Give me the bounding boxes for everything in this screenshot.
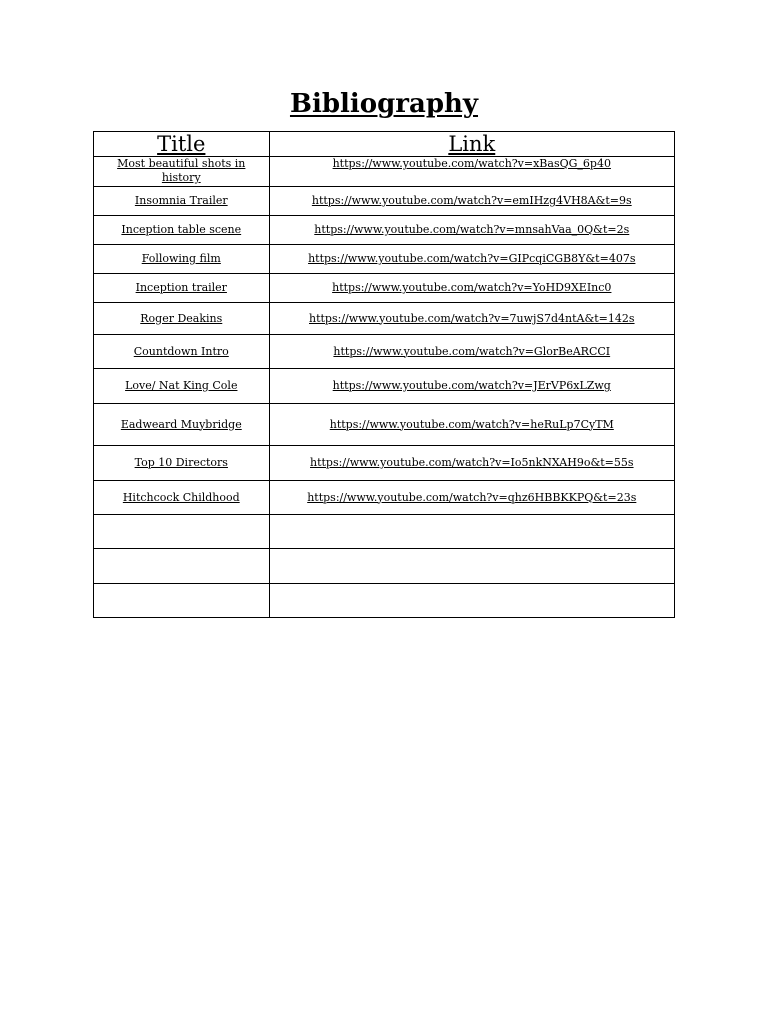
link-cell: [269, 515, 674, 549]
title-text: Inception table scene: [121, 223, 242, 236]
link-cell[interactable]: [269, 187, 674, 216]
title-text: Inception trailer: [135, 281, 227, 294]
table-row: [94, 303, 675, 335]
title-cell: [94, 187, 270, 216]
table-row: [94, 274, 675, 303]
link-text[interactable]: https://www.youtube.com/watch?v=YoHD9XEInc0: [332, 281, 612, 294]
table-row: [94, 369, 675, 404]
link-cell[interactable]: [269, 245, 674, 274]
table-row: [94, 245, 675, 274]
table-row: [94, 515, 675, 549]
title-cell: [94, 157, 270, 187]
table-row: [94, 446, 675, 481]
link-cell[interactable]: [269, 446, 674, 481]
bibliography-table: [93, 131, 675, 618]
title-cell: [94, 584, 270, 618]
title-text: Insomnia Trailer: [134, 194, 228, 207]
link-cell[interactable]: [269, 481, 674, 515]
link-text[interactable]: https://www.youtube.com/watch?v=mnsahVaa_0Q&t=2s: [314, 223, 630, 236]
link-column-header: Link: [269, 132, 674, 157]
link-text[interactable]: https://www.youtube.com/watch?v=heRuLp7CyTM: [329, 417, 614, 431]
table-row: [94, 335, 675, 369]
title-cell: [94, 369, 270, 404]
title-cell: [94, 335, 270, 369]
table-row: [94, 584, 675, 618]
link-cell[interactable]: [269, 303, 674, 335]
title-cell: [94, 549, 270, 584]
link-text[interactable]: https://www.youtube.com/watch?v=JErVP6xLZwg: [332, 379, 611, 392]
table-row: [94, 549, 675, 584]
table-row: [94, 157, 675, 187]
link-cell: [269, 549, 674, 584]
link-text[interactable]: https://www.youtube.com/watch?v=xBasQG_6p40: [332, 157, 611, 170]
link-text[interactable]: https://www.youtube.com/watch?v=emIHzg4VH8A&t=9s: [311, 194, 632, 207]
title-cell: [94, 446, 270, 481]
title-cell: [94, 274, 270, 303]
page-title: Bibliography: [289, 89, 479, 119]
link-text[interactable]: https://www.youtube.com/watch?v=Io5nkNXAH9o&t=55s: [310, 456, 634, 469]
title-cell: [94, 216, 270, 245]
title-text: Love/ Nat King Cole: [125, 379, 238, 392]
title-text: Top 10 Directors: [134, 456, 228, 469]
table-row: [94, 216, 675, 245]
link-cell[interactable]: [269, 369, 674, 404]
title-cell: [94, 481, 270, 515]
table-row: [94, 481, 675, 515]
title-column-header: Title: [94, 132, 270, 157]
title-text: Hitchcock Childhood: [122, 490, 240, 504]
table-header-row: [94, 132, 675, 157]
link-text[interactable]: https://www.youtube.com/watch?v=GIPcqiCGB8Y&t=407s: [308, 252, 636, 265]
title-cell: [94, 245, 270, 274]
title-text: Following film: [141, 252, 221, 265]
link-text[interactable]: https://www.youtube.com/watch?v=7uwjS7d4ntA&t=142s: [309, 311, 635, 325]
link-text[interactable]: https://www.youtube.com/watch?v=qhz6HBBKKPQ&t=23s: [307, 490, 637, 504]
table-row: [94, 187, 675, 216]
title-text: Eadweard Muybridge: [120, 417, 242, 431]
link-cell[interactable]: [269, 404, 674, 446]
title-text: Most beautiful shots in history: [117, 157, 246, 184]
link-cell[interactable]: [269, 274, 674, 303]
title-cell: [94, 303, 270, 335]
link-cell: [269, 584, 674, 618]
title-text: Roger Deakins: [140, 311, 223, 325]
title-text: Countdown Intro: [133, 344, 229, 358]
title-cell: [94, 404, 270, 446]
link-text[interactable]: https://www.youtube.com/watch?v=GlorBeARCCI: [333, 344, 611, 358]
title-cell: [94, 515, 270, 549]
link-cell[interactable]: [269, 335, 674, 369]
link-cell[interactable]: [269, 157, 674, 187]
table-row: [94, 404, 675, 446]
link-cell[interactable]: [269, 216, 674, 245]
